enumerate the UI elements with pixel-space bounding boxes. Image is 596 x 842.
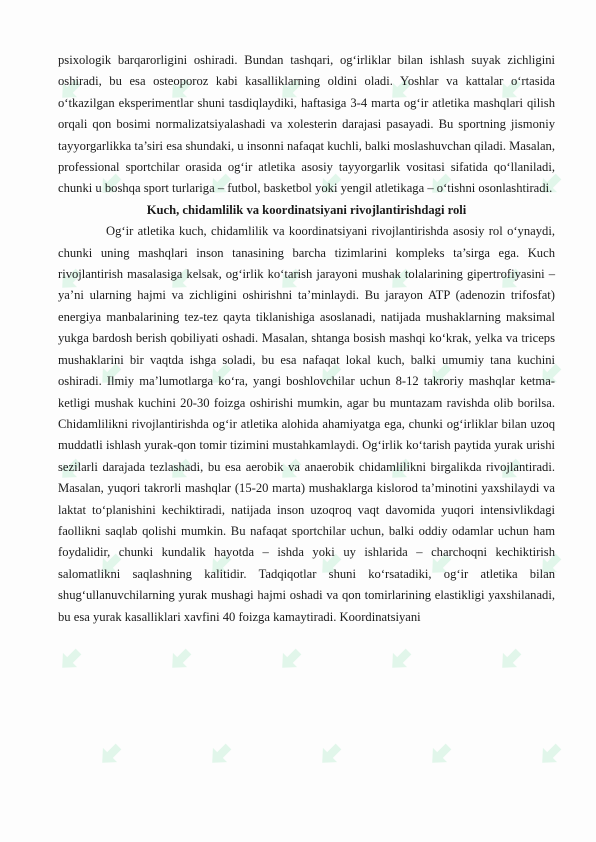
watermark-arrow-icon: [55, 644, 85, 674]
paragraph-2: Og‘ir atletika kuch, chidamlilik va koordinatsiyani rivojlantirishda asosiy rol o‘ynaydi, chunki uning mashqlari inson tanasining barcha tizimlarini kompleks ta’sirga ega. Kuch rivojlantirish masalasiga kelsak, og‘irlik ko‘tarish jarayoni mushak tolalarining gipertrofiyasini – ya’ni ularning hajmi va zichligini oshirishni ta’minlaydi. Bu jarayon ATP (adenozin trifosfat) energiya manbalarining tez-tez qayta tiklanishiga asoslanadi, natijada mushaklarning maksimal yukga bardosh berish qobiliyati oshadi. Masalan, shtanga bosish mashqi ko‘krak, yelka va triceps mushaklarini bir vaqtda ishga soladi, bu esa nafaqat lokal kuch, balki umumiy tana kuchini oshiradi. Ilmiy ma’lumotlarga ko‘ra, yangi boshlovchilar uchun 8-12 takroriy mashqlar ketma-ketligi mushak kuchini 20-30 foizga oshirishi mumkin, agar bu muntazam ravishda olib borilsa. Chidamlilikni rivojlantirishda og‘ir atletika alohida ahamiyatga ega, chunki og‘irliklar bilan uzoq muddatli ishlash yurak-qon tomir tizimini mustahkamlaydi. Og‘irlik ko‘tarish paytida yurak urishi sezilarli darajada tezlashadi, bu esa aerobik va anaerobik chidamlilikni birgalikda rivojlantiradi. Masalan, yuqori takrorli mashqlar (15-20 marta) mushaklarga kislorod ta’minotini yaxshilaydi va laktat to‘planishini kechiktiradi, natijada inson uzoqroq vaqt davomida yuqori intensivlikdagi faollikni saqlab qolishi mumkin. Bu nafaqat sportchilar uchun, balki oddiy odamlar uchun ham foydalidir, chunki kundalik hayotda – ishda yoki uy ishlarida – charchoqni kechiktirish salomatlikni saqlashning kalitidir. Tadqiqotlar shuni ko‘rsatadiki, og‘ir atletika bilan shug‘ullanuvchilarning yurak mushagi hajmi oshadi va qon tomirlarining elastikligi yaxshilanadi, bu esa yurak kasalliklari xavfini 40 foizga kamaytiradi. Koordinatsiyani: [58, 224, 555, 624]
watermark-arrow-icon: [535, 739, 565, 769]
watermark-arrow-icon: [275, 644, 305, 674]
watermark-arrow-icon: [425, 739, 455, 769]
section-heading: Kuch, chidamlilik va koordinatsiyani rivojlantirishdagi roli: [146, 202, 467, 217]
document-body: [58, 50, 555, 628]
watermark-arrow-icon: [165, 644, 195, 674]
watermark-arrow-icon: [205, 739, 235, 769]
watermark-arrow-icon: [315, 739, 345, 769]
watermark-arrow-icon: [385, 644, 415, 674]
paragraph-1: psixologik barqarorligini oshiradi. Bundan tashqari, og‘irliklar bilan ishlash suyak zichligini oshiradi, bu esa osteoporoz kabi kasalliklarning oldini oladi. Yoshlar va kattalar o‘rtasida o‘tkazilgan eksperimentlar shuni tasdiqlaydiki, haftasiga 3-4 marta og‘ir atletika mashqlari qilish orqali qon bosimi normalizatsiyalashadi va xolesterin darajasi pasayadi. Bu sportning jismoniy tayyorgarlikka ta’siri esa shundaki, u insonni nafaqat kuchli, balki moslashuvchan qiladi. Masalan, professional sportchilar orasida og‘ir atletika asosiy tayyorgarlik vositasi sifatida qo‘llaniladi, chunki u boshqa sport turlariga – futbol, basketbol yoki yengil atletikaga – o‘tishni osonlashtiradi.: [58, 53, 555, 196]
watermark-arrow-icon: [495, 644, 525, 674]
watermark-arrow-icon: [95, 739, 125, 769]
